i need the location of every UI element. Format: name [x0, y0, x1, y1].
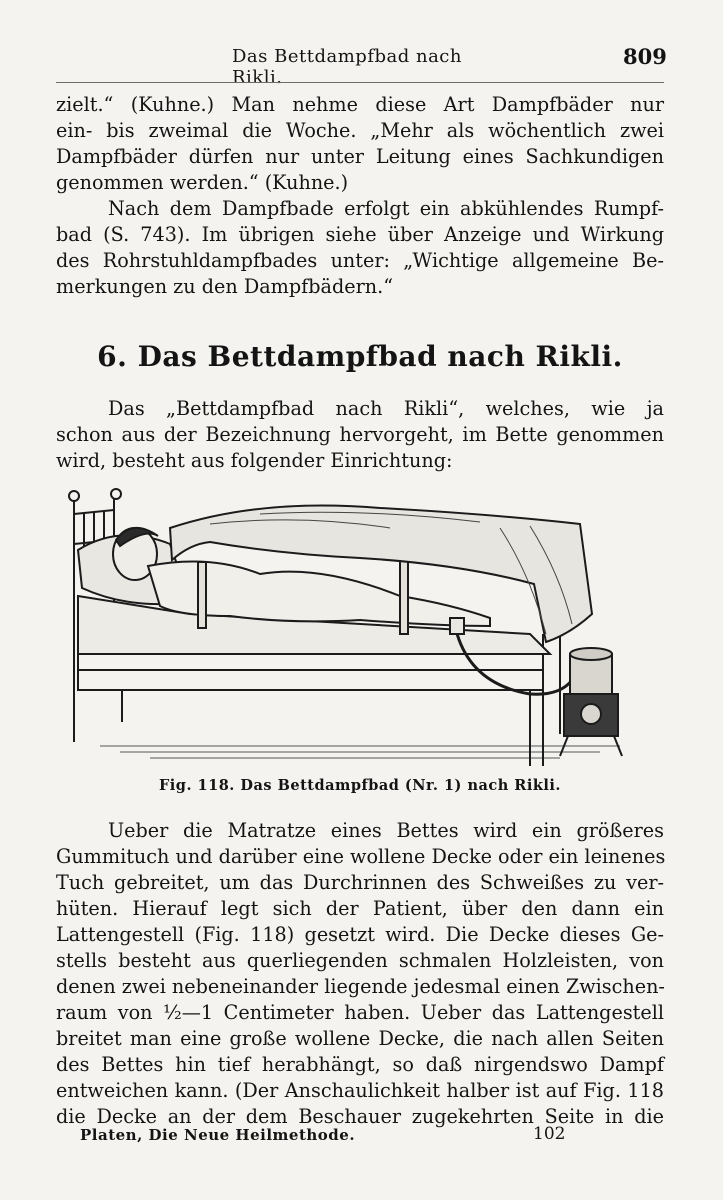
text-line: merkungen zu den Dampfbädern.“ — [56, 275, 394, 298]
text-line: Dampfbäder dürfen nur unter Leitung eines Sachkundigen — [56, 145, 664, 168]
text-line: Lattengestell (Fig. 118) gesetzt wird. Die Decke dieses Ge- — [56, 923, 664, 946]
text-line: stells besteht aus querliegenden schmalen Holzleisten, von — [56, 949, 664, 972]
footer-book-title: Platen, Die Neue Heilmethode. — [80, 1126, 356, 1144]
text-line: raum von ½—1 Centimeter haben. Ueber das Lattengestell — [56, 1001, 664, 1024]
text-line: denen zwei nebeneinander liegende jedesmal einen Zwischen- — [56, 975, 665, 998]
text-line: wird, besteht aus folgender Einrichtung: — [56, 449, 453, 472]
text-line: schon aus der Bezeichnung hervorgeht, im Bette genommen — [56, 423, 664, 446]
figure-caption: Fig. 118. Das Bettdampfbad (Nr. 1) nach Rikli. — [159, 777, 561, 794]
text-line: Gummituch und darüber eine wollene Decke oder ein leinenes — [56, 845, 666, 868]
body-paragraph — [56, 818, 664, 1130]
text-line: Tuch gebreitet, um das Durchrinnen des Schweißes zu ver- — [56, 871, 664, 894]
text-line: die Decke an der dem Beschauer zugekehrten Seite in die — [56, 1105, 664, 1128]
hose-connector — [450, 618, 464, 634]
frame-post-left — [198, 562, 206, 628]
page-number: 809 — [623, 44, 667, 69]
text-line: Das „Bettdampfbad nach Rikli“, welches, wie ja — [108, 397, 664, 420]
bed-steam-bath-illustration — [60, 484, 662, 774]
text-line: des Rohrstuhldampfbades unter: „Wichtige allgemeine Be- — [56, 249, 664, 272]
text-line: genommen werden.“ (Kuhne.) — [56, 171, 349, 194]
steam-kettle — [560, 648, 622, 756]
text-line: Ueber die Matratze eines Bettes wird ein größeres — [108, 819, 664, 842]
running-title: Das Bettdampfbad nach Rikli. — [232, 46, 462, 88]
section-intro-paragraph — [56, 396, 664, 474]
text-line: zielt.“ (Kuhne.) Man nehme diese Art Dampfbäder nur — [56, 93, 664, 116]
text-line: bad (S. 743). Im übrigen siehe über Anzeige und Wirkung — [56, 223, 664, 246]
text-line: hüten. Hierauf legt sich der Patient, über den dann ein — [56, 897, 664, 920]
header-rule — [56, 82, 664, 83]
section-heading: 6. Das Bettdampfbad nach Rikli. — [97, 340, 623, 373]
footer-signature-number: 102 — [533, 1124, 566, 1144]
figure-illustration — [60, 484, 662, 774]
frame-post-right — [400, 560, 408, 634]
text-line: breitet man eine große wollene Decke, die nach allen Seiten — [56, 1027, 664, 1050]
text-line: Nach dem Dampfbade erfolgt ein abkühlendes Rumpf- — [108, 197, 664, 220]
intro-paragraphs — [56, 92, 664, 300]
text-line: entweichen kann. (Der Anschaulichkeit halber ist auf Fig. 118 — [56, 1079, 664, 1102]
text-line: des Bettes hin tief herabhängt, so daß nirgendswo Dampf — [56, 1053, 664, 1076]
text-line: ein- bis zweimal die Woche. „Mehr als wöchentlich zwei — [56, 119, 664, 142]
